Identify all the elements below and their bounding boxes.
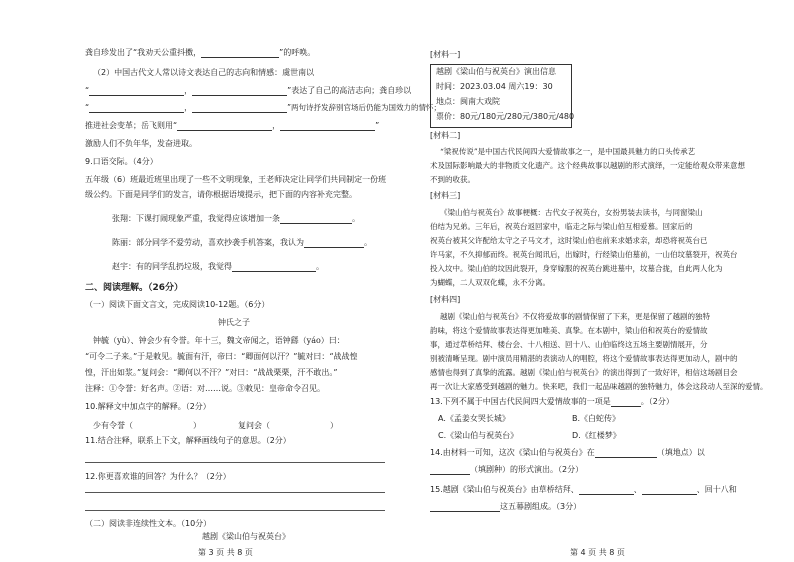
page-footer-right: 第 4 页 共 8 页 [570,548,625,557]
material3-line: 许马家，不久抑郁而终。祝英台闻讯后，出嫁时，行经梁山伯墓前，一山伯坟墓裂开，祝英台 [430,250,738,259]
q15-line2: 这五幕剧组成。（3分） [430,502,581,512]
q9-speaker-zhao: 赵宇：有的同学乱扔垃圾，我觉得 。 [112,262,324,271]
q13-title: 13.下列不属于中国古代民间四大爱情故事的一项是 。（2分） [430,397,674,406]
q13-option-b[interactable]: B.《白蛇传》 [572,414,621,423]
passage-line: 钟毓（yù）、钟会少有令誉。年十三，魏文帝闻之，语钟繇（yáo）曰： [93,336,345,345]
q9-speaker-zhang: 张翔：下课打闹现象严重，我觉得应该增加一条 。 [112,214,360,223]
answer-blank[interactable] [611,397,641,407]
answer-blank[interactable] [177,121,272,131]
material1-label: [材料一] [430,50,461,59]
material1-title: 越剧《梁山伯与祝英台》演出信息 [436,67,556,76]
q10-title: 10.解释文中加点字的解释。（2分） [85,402,211,411]
q8-2-line2: “ ， ”表达了自己的高洁志向；龚自珍以 [85,86,412,95]
answer-blank[interactable] [192,103,287,113]
q12-title: 12.你更喜欢谁的回答？为什么？（2分） [85,472,231,481]
q13-option-c[interactable]: C.《梁山伯与祝英台》 [438,431,519,440]
material3-line: 《梁山伯与祝英台》故事梗概：古代女子祝英台，女扮男装去读书，与同窗梁山 [440,208,703,217]
q8-2-line5: 激励人们不负年华，发奋进取。 [85,139,197,148]
answer-blank[interactable] [89,86,184,96]
q9-para2: 级公约。下面是同学们的发言，请你根据语境提示，把下面的内容补充完整。 [85,190,357,199]
q9-title: 9.口语交际。（4分） [85,157,158,166]
answer-blank[interactable] [304,238,364,248]
material4-line: 越剧《梁山伯与祝英台》不仅将爱故事的剧情保留了下来，更是保留了越剧的独特 [440,312,710,321]
material4-line: 别被清晰呈现。剧中演员用精湛的表演动人的唱腔，将这个爱情故事表达得更加动人，剧中的 [430,354,738,363]
answer-line[interactable] [85,492,385,493]
material1-price: 票价：80元/180元/280元/380元/480 [436,112,575,121]
answer-blank[interactable] [595,448,657,458]
section2-1-title: （一）阅读下面文言文，完成阅读10-12题。（6分） [85,300,270,309]
material4-label: [材料四] [430,295,461,304]
q10-item-b: 复问会（ ） [238,421,338,430]
section2-2-title: （二）阅读非连续性文本。（10分） [85,519,212,528]
q10-item-a: 少有令誉（ ） [93,421,201,430]
answer-blank[interactable] [232,262,316,272]
answer-blank[interactable] [89,103,184,113]
answer-line[interactable] [85,510,385,511]
q14-line1: 14.由材料一可知，这次《梁山伯与祝英台》在 （填地点）以 [430,448,705,457]
material2-line: 不到的收获。 [430,175,475,184]
q8-2-line3: “ ， ”两句诗抒发辞别官场后仍能为国效力的情怀； [85,103,442,112]
answer-blank[interactable] [192,86,287,96]
answer-blank[interactable] [280,214,352,224]
material3-label: [材料三] [430,191,461,200]
passage-line: 惶，汗出如浆。”复问会：“卿何以不汗？”对曰：“战战栗栗，汗不敢出。” [85,368,338,377]
answer-blank[interactable] [430,465,470,475]
answer-blank[interactable] [280,121,375,131]
answer-blank[interactable] [579,485,634,495]
passage-note: 注释：①令誉：好名声。②语：对……说。③敕见：皇帝命令召见。 [85,384,325,393]
material1-time: 时间：2023.03.04 周六19：30 [436,82,553,91]
q13-option-a[interactable]: A.《孟姜女哭长城》 [438,414,510,423]
q14-line2: （填剧种）的形式演出。（2分） [430,465,583,475]
material4-line: 韵味，将这个爱情故事表达得更加唯美、真挚。在本剧中，梁山伯和祝英台的爱情故 [430,326,708,335]
q9-speaker-chen: 陈丽：部分同学不爱劳动，喜欢抄袭手机答案，我认为 。 [112,238,372,247]
q8-tail: 龚自珍发出了“我劝天公重抖擞， ”的呼唤。 [85,48,316,57]
material4-line: 再一次让大家感受到越剧的魅力。快来吧，我们一起品味越剧的独特魅力，体会这段动人至深的爱情。 [430,382,768,391]
passage-line: “可令二子来。”于是敕见。毓面有汗，帝曰：“卿面何以汗？”毓对曰：“战战惶 [85,352,358,361]
q11-title: 11.结合注释，联系上下文，解释画线句子的意思。（2分） [85,436,291,445]
material3-line: 祝英台被其父许配给太守之子马文才，这时梁山伯也前来求婚求亲，却恐将祝英台已 [430,236,708,245]
material1-place: 地点：闽南大戏院 [436,97,500,106]
material2-label: [材料二] [430,131,461,140]
section2-title: 二、阅读理解。（26分） [85,283,184,293]
material3-line: 为蝴蝶，二人双双化蝶，永不分离。 [430,278,550,287]
answer-blank[interactable] [201,48,279,58]
answer-blank[interactable] [642,485,697,495]
material4-line: 感情也得到了真挚的流露。越剧《梁山伯与祝英台》的演出得到了一致好评，相信这场剧目会 [430,368,738,377]
answer-line[interactable] [85,462,385,463]
section2-2-subtitle: 越剧《梁山伯与祝英台》 [202,532,290,541]
q13-option-d[interactable]: D.《红楼梦》 [572,431,621,440]
q8-2-line4: 推进社会变革；岳飞则用“ ， ” [85,121,380,130]
material3-line: 伯结为兄弟。三年后，祝英台返回家中，临走之际与梁山伯互相爱慕。回家后的 [430,222,693,231]
answer-blank[interactable] [430,502,500,512]
q15-line1: 15.越剧《梁山伯与祝英台》由草桥结拜、 、 、回十八和 [430,485,737,494]
material3-line: 投入坟中。梁山伯的坟因此裂开，身穿嫁服的祝英台跳进墓中，坟墓合拢，自此两人化为 [430,264,723,273]
q8-2-line1: （2）中国古代文人常以诗文表达自己的志向和情感：虞世南以 [93,68,315,77]
material4-line: 事，通过草桥结拜、楼台会、十八相送、回十八、山伯临终这五场主要剧情展开，分 [430,340,708,349]
material2-line: “梁祝传说”是中国古代民间四大爱情故事之一，是中国最具魅力的口头传承艺 [440,147,696,156]
passage-title: 钟氏之子 [218,318,250,327]
material2-line: 术及国际影响最大的非物质文化遗产。这个经典故事以越剧的形式演绎，一定能给观众带来意想 [430,161,745,170]
q9-para1: 五年级（6）班最近班里出现了一些不文明现象，王老师决定让同学们共同制定一份班 [85,175,387,184]
page-footer-left: 第 3 页 共 8 页 [198,548,253,557]
